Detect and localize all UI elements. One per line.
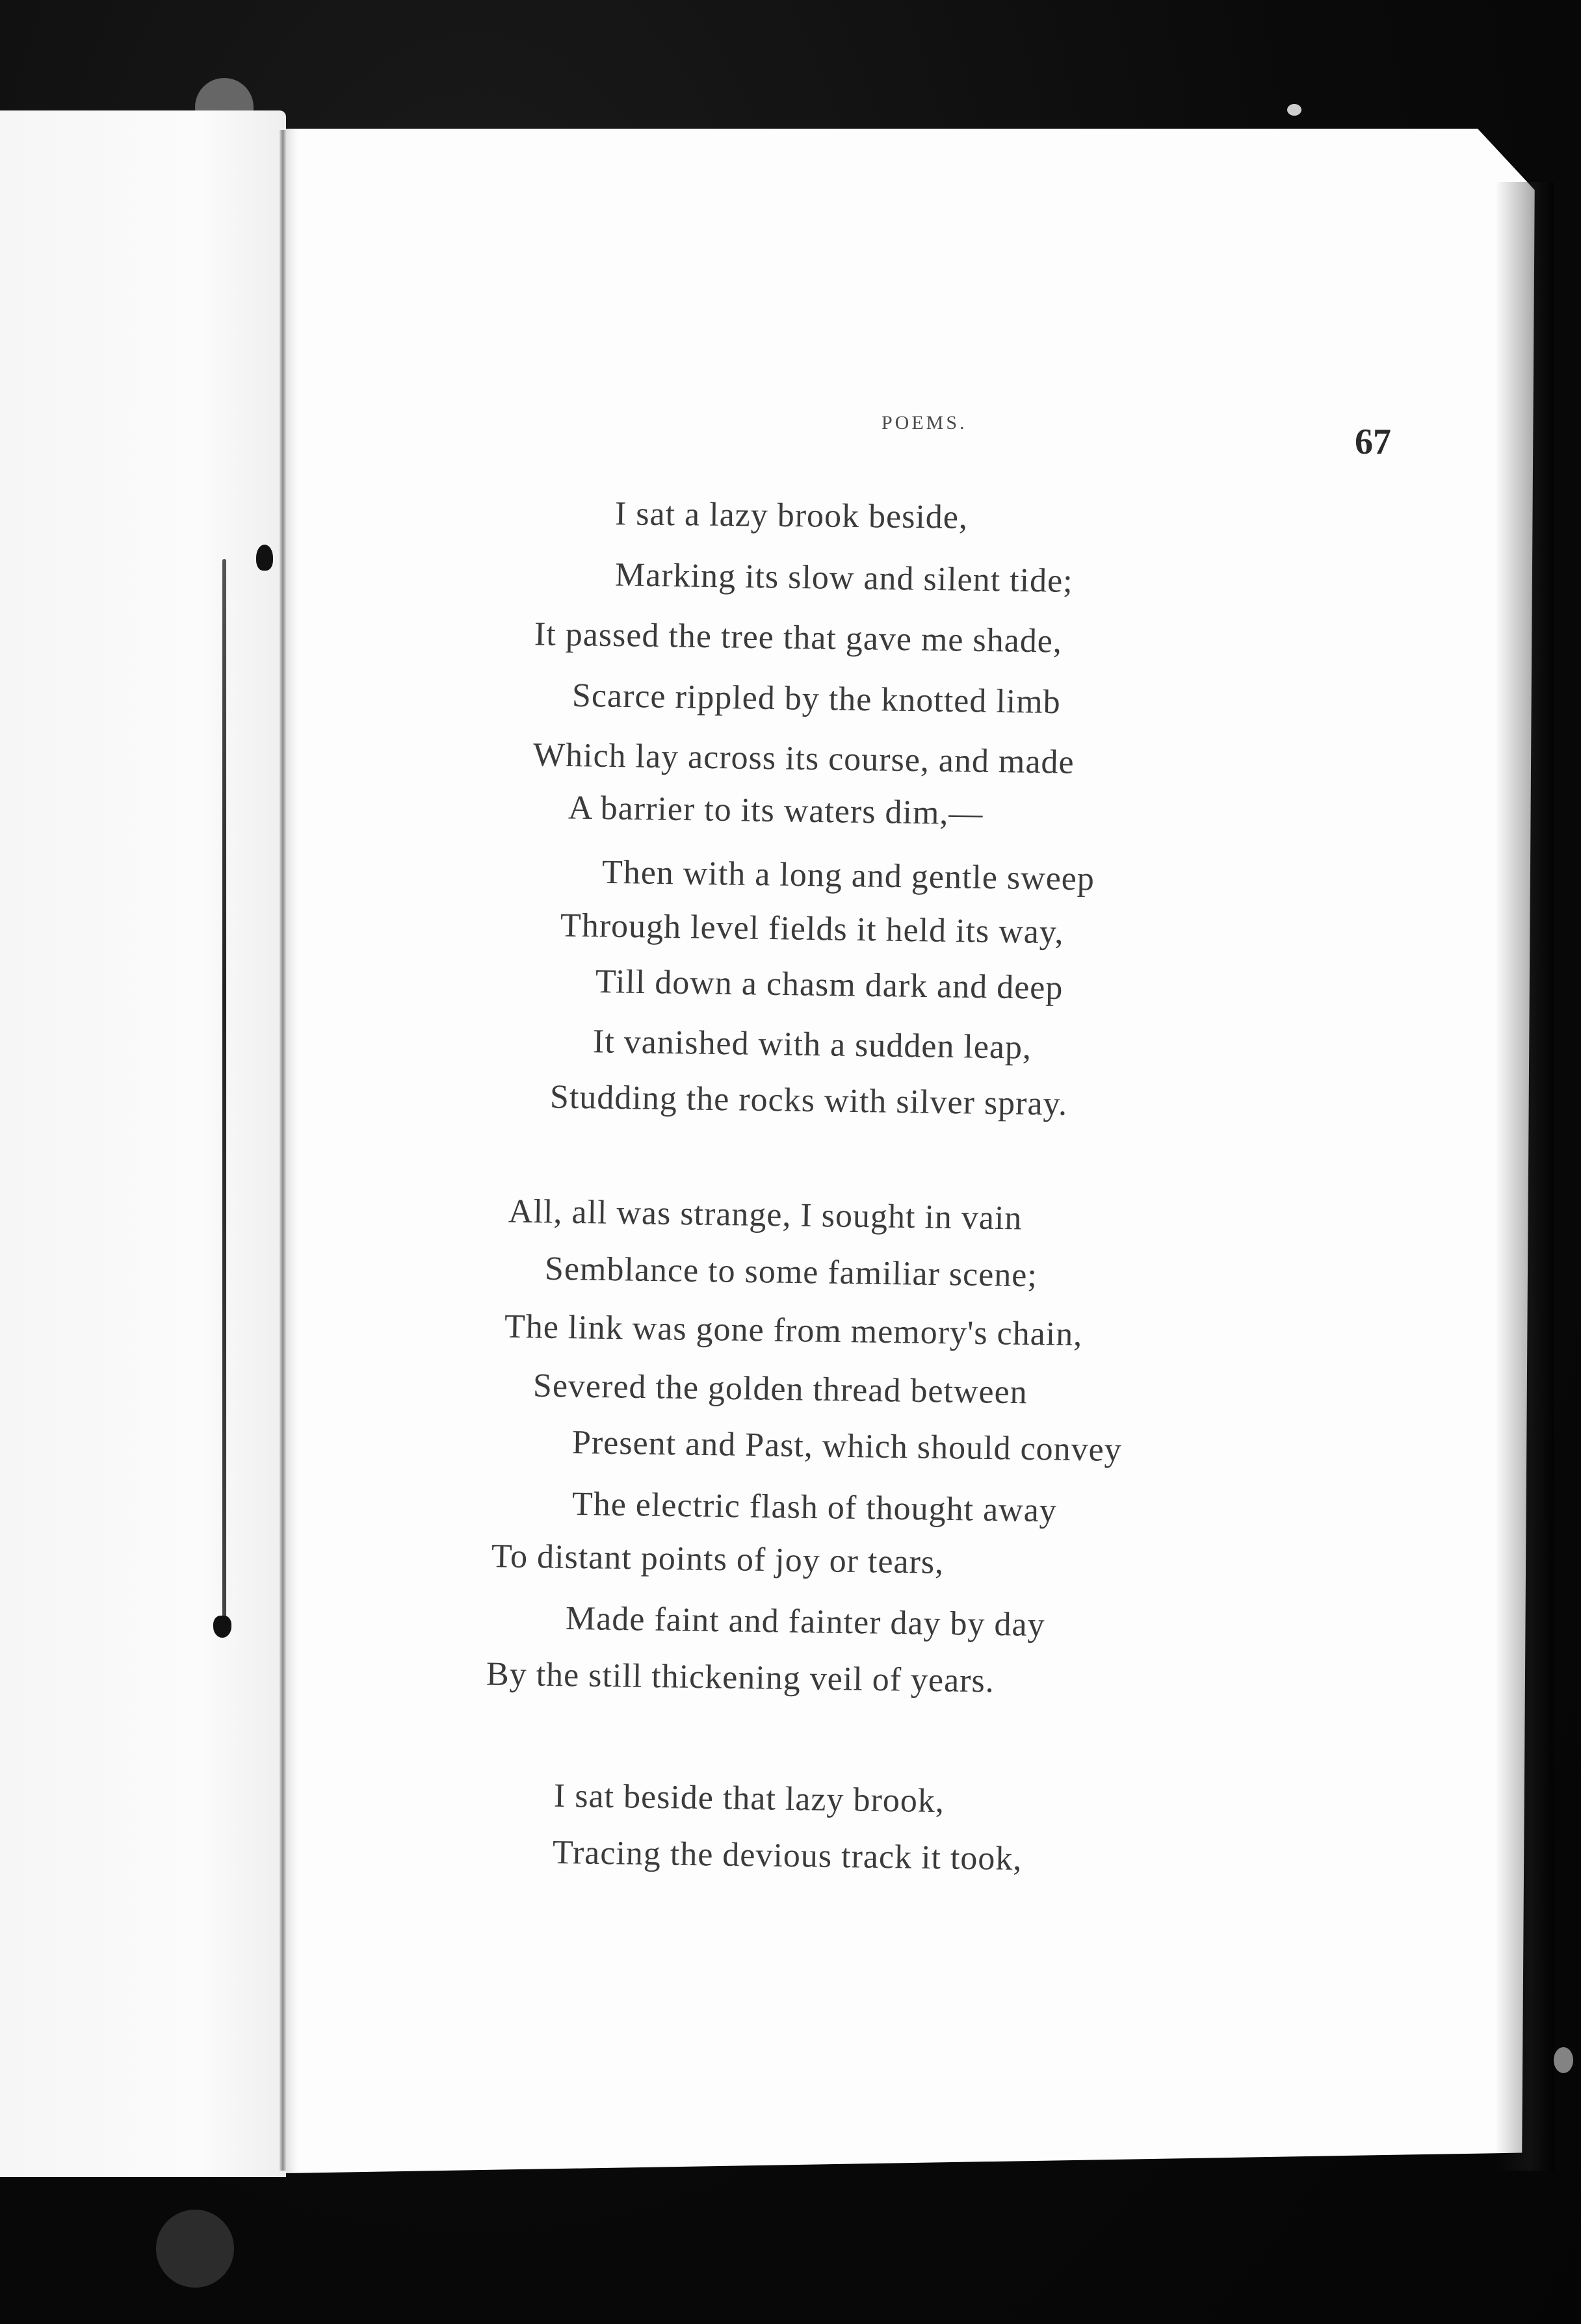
page-number: 67 xyxy=(1355,422,1391,462)
verse-line: It vanished with a sudden leap, xyxy=(592,1023,1032,1066)
binding-knot xyxy=(213,1616,231,1638)
verse-line: Made faint and fainter day by day xyxy=(565,1599,1045,1644)
verse-line: Severed the golden thread between xyxy=(532,1367,1028,1412)
dust-speck xyxy=(156,2210,234,2288)
verse-line: Tracing the devious track it took, xyxy=(552,1833,1023,1878)
verse-line: The electric flash of thought away xyxy=(571,1485,1058,1530)
dust-speck xyxy=(1554,2047,1573,2073)
dust-speck xyxy=(1287,104,1301,116)
verse-line: Through level fields it held its way, xyxy=(560,907,1064,951)
verse-line: Studding the rocks with silver spray. xyxy=(549,1078,1068,1123)
verse-line: Marking its slow and silent tide; xyxy=(614,556,1073,600)
verse-line: All, all was strange, I sought in vain xyxy=(508,1193,1023,1237)
verse-line: The link was gone from memory's chain, xyxy=(504,1308,1083,1354)
verse-line: A barrier to its waters dim,— xyxy=(568,789,984,833)
left-blank-page xyxy=(0,110,286,2177)
binding-thread xyxy=(222,559,226,1631)
book-gutter xyxy=(280,130,286,2171)
running-head: POEMS. xyxy=(882,412,967,433)
verse-line: I sat beside that lazy brook, xyxy=(553,1777,945,1820)
verse-line: By the still thickening veil of years. xyxy=(486,1655,995,1700)
verse-line: Present and Past, which should convey xyxy=(571,1424,1123,1469)
binding-knot xyxy=(256,545,273,571)
verse-line: It passed the tree that gave me shade, xyxy=(534,615,1063,660)
verse-line: Which lay across its course, and made xyxy=(532,736,1075,781)
verse-line: Scarce rippled by the knotted limb xyxy=(571,677,1062,721)
verse-line: I sat a lazy brook beside, xyxy=(614,495,969,536)
verse-line: To distant points of joy or tears, xyxy=(491,1538,945,1581)
verse-line: Then with a long and gentle sweep xyxy=(601,853,1095,898)
verse-line: Till down a chasm dark and deep xyxy=(595,962,1064,1007)
verse-line: Semblance to some familiar scene; xyxy=(544,1250,1038,1295)
